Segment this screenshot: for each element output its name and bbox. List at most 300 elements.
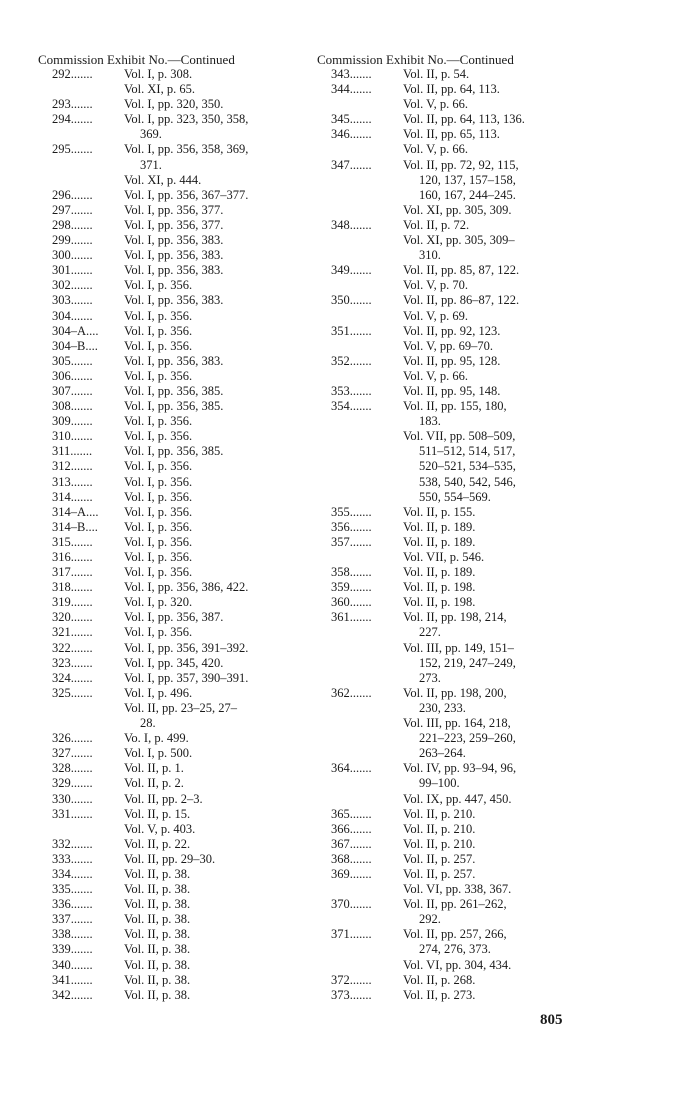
volume-references [124,535,300,550]
volume-references [403,867,579,897]
exhibit-number: 346....... [331,127,372,142]
reference-line: Vol. I, pp. 356, 358, 369, [124,142,249,157]
volume-references [403,565,579,580]
volume-references [124,837,300,852]
reference-line: Vol. I, pp. 320, 350. [124,97,224,112]
exhibit-number: 336....... [52,897,93,912]
index-entry [38,912,300,927]
index-entry [38,278,300,293]
reference-line: Vol. I, p. 356. [124,625,193,640]
reference-line: 538, 540, 542, 546, [419,474,516,489]
reference-line: Vol. V, p. 66. [403,368,468,383]
volume-references [403,822,579,837]
index-entry [38,792,300,807]
volume-references [124,641,300,656]
reference-line: 263–264. [419,746,466,761]
reference-line: Vol. V, pp. 69–70. [403,338,493,353]
left-column [38,52,300,1003]
exhibit-number: 299....... [52,233,93,248]
exhibit-number: 302....... [52,278,93,293]
reference-line: Vol. VII, p. 546. [403,550,485,564]
reference-line: Vol. II, p. 38. [124,927,191,942]
index-entry [317,927,579,972]
volume-references [403,897,579,927]
exhibit-number: 314–A.... [52,504,99,519]
volume-references [124,942,300,957]
exhibit-number: 368....... [331,851,372,866]
reference-line: Vol. II, p. 38. [124,972,191,987]
reference-line: Vol. I, p. 356. [124,323,193,338]
volume-references [403,324,579,354]
index-entry [317,565,579,580]
exhibit-number: 335....... [52,882,93,897]
reference-line: Vol. I, pp. 356, 386, 422. [124,580,249,595]
reference-line: 371. [140,157,162,172]
index-entry [317,535,579,565]
exhibit-number: 366....... [331,821,372,836]
index-entry [38,112,300,142]
volume-references [124,580,300,595]
volume-references [403,927,579,972]
reference-line: Vol. II, pp. 85, 87, 122. [403,263,520,278]
reference-line: 292. [419,912,441,927]
volume-references [124,309,300,324]
index-entry [38,399,300,414]
exhibit-number: 371....... [331,927,372,942]
volume-references [124,203,300,218]
volume-references [124,67,300,97]
index-entry [38,927,300,942]
index-entry [38,414,300,429]
reference-line: 227. [419,625,441,640]
volume-references [403,82,579,112]
volume-references [124,656,300,671]
exhibit-number: 351....... [331,323,372,338]
index-entry [38,459,300,474]
exhibit-number: 303....... [52,293,93,308]
index-entry [38,761,300,776]
index-entry [317,384,579,399]
reference-line: Vol. II, p. 189. [403,519,476,534]
reference-line: Vol. I, pp. 356, 377. [124,217,224,232]
index-entry [38,369,300,384]
volume-references [124,807,300,837]
right-column [317,52,579,1003]
volume-references [124,776,300,791]
index-entry [38,686,300,731]
index-entry [38,324,300,339]
volume-references [403,610,579,685]
volume-references [124,505,300,520]
exhibit-number: 304–A.... [52,323,99,338]
reference-line: Vol. II, p. 210. [403,821,476,836]
volume-references [124,142,300,187]
volume-references [124,520,300,535]
reference-line: Vol. II, pp. 29–30. [124,851,216,866]
exhibit-number: 327....... [52,746,93,761]
reference-line: Vol. IX, pp. 447, 450. [403,791,512,806]
volume-references [124,761,300,776]
exhibit-number: 344....... [331,82,372,97]
reference-line: Vol. II, pp. 2–3. [124,791,203,806]
reference-line: 221–223, 259–260, [419,731,516,746]
volume-references [403,837,579,852]
reference-line: Vol. XI, p. 65. [124,82,195,97]
reference-line: 511–512, 514, 517, [419,444,516,459]
exhibit-number: 331....... [52,806,93,821]
volume-references [124,927,300,942]
reference-line: Vol. I, pp. 356, 391–392. [124,640,249,655]
exhibit-number: 306....... [52,368,93,383]
reference-line: Vol. III, pp. 149, 151– [403,640,514,655]
reference-line: Vol. II, pp. 92, 123. [403,323,501,338]
index-entry [38,882,300,897]
reference-line: 550, 554–569. [419,489,491,504]
index-entry [38,671,300,686]
index-entry [38,263,300,278]
reference-line: 274, 276, 373. [419,942,491,957]
exhibit-number: 369....... [331,866,372,881]
reference-line: Vol. VI, pp. 338, 367. [403,882,512,897]
volume-references [403,158,579,218]
volume-references [124,97,300,112]
reference-line: Vol. VI, pp. 304, 434. [403,957,512,972]
volume-references [403,399,579,505]
exhibit-number: 311....... [52,444,93,459]
volume-references [403,852,579,867]
reference-line: Vol. I, p. 308. [124,67,193,81]
reference-line: Vol. II, p. 268. [403,972,476,987]
entry-list [38,67,300,1003]
reference-line: Vol. II, pp. 95, 128. [403,353,501,368]
index-entry [38,475,300,490]
index-entry [317,988,579,1003]
reference-line: Vol. IV, pp. 93–94, 96, [403,761,517,776]
index-entry [317,595,579,610]
exhibit-number: 315....... [52,534,93,549]
reference-line: Vol. I, p. 356. [124,534,193,549]
exhibit-number: 352....... [331,353,372,368]
volume-references [403,580,579,595]
exhibit-number: 340....... [52,957,93,972]
reference-line: Vol. V, p. 70. [403,278,468,293]
reference-line: Vol. II, p. 210. [403,806,476,821]
volume-references [124,988,300,1003]
exhibit-number: 319....... [52,595,93,610]
index-entry [38,852,300,867]
reference-line: Vol. I, pp. 356, 383. [124,263,224,278]
index-entry [317,293,579,323]
reference-line: Vol. II, p. 189. [403,565,476,580]
index-entry [38,807,300,837]
volume-references [403,988,579,1003]
exhibit-number: 345....... [331,112,372,127]
exhibit-number: 317....... [52,565,93,580]
reference-line: Vol. II, pp. 198, 200, [403,685,507,700]
column-heading: Commission Exhibit No.—Continued [38,52,235,67]
volume-references [124,792,300,807]
reference-line: Vol. II, pp. 155, 180, [403,399,507,414]
exhibit-number: 343....... [331,67,372,81]
reference-line: 520–521, 534–535, [419,459,516,474]
index-entry [38,625,300,640]
volume-references [124,324,300,339]
index-entry [317,127,579,157]
reference-line: Vol. II, p. 38. [124,897,191,912]
reference-line: 99–100. [419,776,460,791]
index-entry [38,988,300,1003]
exhibit-number: 308....... [52,399,93,414]
reference-line: 369. [140,127,162,142]
reference-line: Vol. III, pp. 164, 218, [403,716,511,731]
exhibit-number: 339....... [52,942,93,957]
reference-line: Vol. II, pp. 23–25, 27– [124,700,237,715]
page-number: 805 [540,1012,563,1028]
reference-line: Vol. VII, pp. 508–509, [403,429,516,444]
reference-line: Vol. V, p. 69. [403,308,468,323]
volume-references [124,475,300,490]
index-entry [38,535,300,550]
index-entry [38,293,300,308]
exhibit-number: 292....... [52,67,93,81]
reference-line: Vol. II, pp. 64, 113, 136. [403,112,525,127]
reference-line: Vol. II, p. 38. [124,942,191,957]
index-entry [38,867,300,882]
index-entry [317,807,579,822]
column-heading: Commission Exhibit No.—Continued [317,52,514,67]
reference-line: Vol. II, p. 2. [124,776,184,791]
reference-line: Vol. I, p. 356. [124,550,193,564]
volume-references [403,520,579,535]
exhibit-number: 361....... [331,610,372,625]
volume-references [124,339,300,354]
exhibit-number: 296....... [52,187,93,202]
exhibit-number: 295....... [52,142,93,157]
exhibit-number: 318....... [52,580,93,595]
index-entry [38,309,300,324]
volume-references [403,384,579,399]
exhibit-number: 365....... [331,806,372,821]
reference-line: Vol. I, p. 356. [124,474,193,489]
reference-line: 183. [419,414,441,429]
reference-line: Vol. II, pp. 257, 266, [403,927,507,942]
exhibit-number: 322....... [52,640,93,655]
reference-line: Vol. XI, pp. 305, 309– [403,233,515,248]
volume-references [403,263,579,293]
volume-references [124,248,300,263]
index-entry [38,520,300,535]
index-entry [317,67,579,82]
reference-line: Vol. V, p. 66. [403,97,468,112]
exhibit-number: 321....... [52,625,93,640]
reference-line: 310. [419,248,441,263]
index-entry [38,776,300,791]
exhibit-number: 309....... [52,414,93,429]
volume-references [124,233,300,248]
reference-line: Vol. XI, p. 444. [124,172,202,187]
exhibit-number: 324....... [52,670,93,685]
index-entry [38,656,300,671]
reference-line: 273. [419,670,441,685]
exhibit-number: 354....... [331,399,372,414]
index-entry [38,958,300,973]
index-entry [38,444,300,459]
reference-line: Vol. I, pp. 356, 385. [124,399,224,414]
exhibit-number: 301....... [52,263,93,278]
exhibit-number: 360....... [331,595,372,610]
volume-references [124,188,300,203]
exhibit-number: 316....... [52,550,93,564]
volume-references [403,218,579,263]
reference-line: Vol. II, p. 54. [403,67,470,81]
reference-line: Vol. II, pp. 72, 92, 115, [403,157,519,172]
reference-line: Vol. I, p. 356. [124,429,193,444]
entry-list [317,67,579,1003]
reference-line: Vol. V, p. 403. [124,821,196,836]
reference-line: Vol. I, p. 356. [124,459,193,474]
exhibit-number: 358....... [331,565,372,580]
index-entry [38,142,300,187]
reference-line: Vol. II, pp. 95, 148. [403,383,501,398]
volume-references [124,731,300,746]
exhibit-number: 364....... [331,761,372,776]
index-entry [317,761,579,806]
reference-line: Vol. II, p. 189. [403,534,476,549]
index-entry [38,550,300,565]
exhibit-number: 353....... [331,383,372,398]
index-entry [317,324,579,354]
reference-line: Vol. I, pp. 357, 390–391. [124,670,249,685]
volume-references [403,535,579,565]
reference-line: Vol. I, p. 356. [124,414,193,429]
reference-line: Vol. II, p. 15. [124,806,191,821]
volume-references [124,399,300,414]
volume-references [124,354,300,369]
index-entry [317,837,579,852]
exhibit-number: 362....... [331,685,372,700]
exhibit-number: 307....... [52,383,93,398]
volume-references [403,354,579,384]
reference-line: 230, 233. [419,700,466,715]
index-entry [317,218,579,263]
reference-line: Vol. I, pp. 345, 420. [124,655,224,670]
reference-line: Vol. I, pp. 356, 383. [124,293,224,308]
reference-line: Vol. I, p. 356. [124,338,193,353]
volume-references [124,384,300,399]
index-entry [38,233,300,248]
exhibit-number: 350....... [331,293,372,308]
index-entry [38,942,300,957]
exhibit-number: 298....... [52,217,93,232]
volume-references [124,686,300,731]
volume-references [124,897,300,912]
volume-references [124,852,300,867]
index-entry [38,897,300,912]
index-entry [38,188,300,203]
reference-line: Vol. XI, pp. 305, 309. [403,202,512,217]
index-entry [38,505,300,520]
volume-references [124,459,300,474]
index-entry [38,203,300,218]
reference-line: Vol. II, pp. 86–87, 122. [403,293,520,308]
exhibit-number: 357....... [331,534,372,549]
index-entry [38,218,300,233]
reference-line: Vol. I, pp. 356, 367–377. [124,187,249,202]
volume-references [403,973,579,988]
volume-references [124,882,300,897]
exhibit-number: 332....... [52,836,93,851]
reference-line: 120, 137, 157–158, [419,172,516,187]
reference-line: Vol. I, p. 356. [124,519,193,534]
index-entry [317,973,579,988]
reference-line: Vol. II, p. 198. [403,595,476,610]
exhibit-number: 348....... [331,217,372,232]
reference-line: Vol. II, p. 198. [403,580,476,595]
reference-line: Vol. II, p. 72. [403,217,470,232]
exhibit-number: 304....... [52,308,93,323]
volume-references [403,505,579,520]
index-entry [38,641,300,656]
volume-references [124,218,300,233]
index-entry [317,852,579,867]
exhibit-number: 334....... [52,866,93,881]
exhibit-number: 347....... [331,157,372,172]
exhibit-number: 355....... [331,504,372,519]
exhibit-number: 356....... [331,519,372,534]
reference-line: Vol. II, pp. 65, 113. [403,127,500,142]
index-entry [38,731,300,746]
index-entry [38,973,300,988]
index-entry [38,429,300,444]
volume-references [124,610,300,625]
index-entry [317,822,579,837]
index-entry [317,505,579,520]
exhibit-number: 313....... [52,474,93,489]
volume-references [124,490,300,505]
volume-references [124,263,300,278]
index-entry [38,97,300,112]
index-entry [317,399,579,505]
volume-references [124,444,300,459]
exhibit-number: 367....... [331,836,372,851]
exhibit-number: 310....... [52,429,93,444]
exhibit-number: 349....... [331,263,372,278]
reference-line: Vol. I, pp. 356, 385. [124,383,224,398]
index-entry [317,263,579,293]
index-entry [38,490,300,505]
reference-line: Vol. II, p. 38. [124,987,191,1002]
exhibit-number: 300....... [52,248,93,263]
exhibit-number: 372....... [331,972,372,987]
reference-line: Vol. I, p. 500. [124,746,193,761]
reference-line: Vol. II, p. 155. [403,504,476,519]
reference-line: Vol. II, p. 38. [124,957,191,972]
reference-line: Vol. II, pp. 64, 113. [403,82,500,97]
reference-line: Vol. I, pp. 323, 350, 358, [124,112,249,127]
volume-references [124,867,300,882]
index-entry [317,158,579,218]
index-entry [317,520,579,535]
reference-line: Vol. V, p. 66. [403,142,468,157]
exhibit-number: 338....... [52,927,93,942]
index-entry [317,686,579,761]
reference-line: Vol. II, p. 257. [403,851,476,866]
exhibit-number: 341....... [52,972,93,987]
exhibit-number: 326....... [52,731,93,746]
exhibit-number: 325....... [52,685,93,700]
exhibit-number: 330....... [52,791,93,806]
reference-line: Vol. II, p. 38. [124,882,191,897]
